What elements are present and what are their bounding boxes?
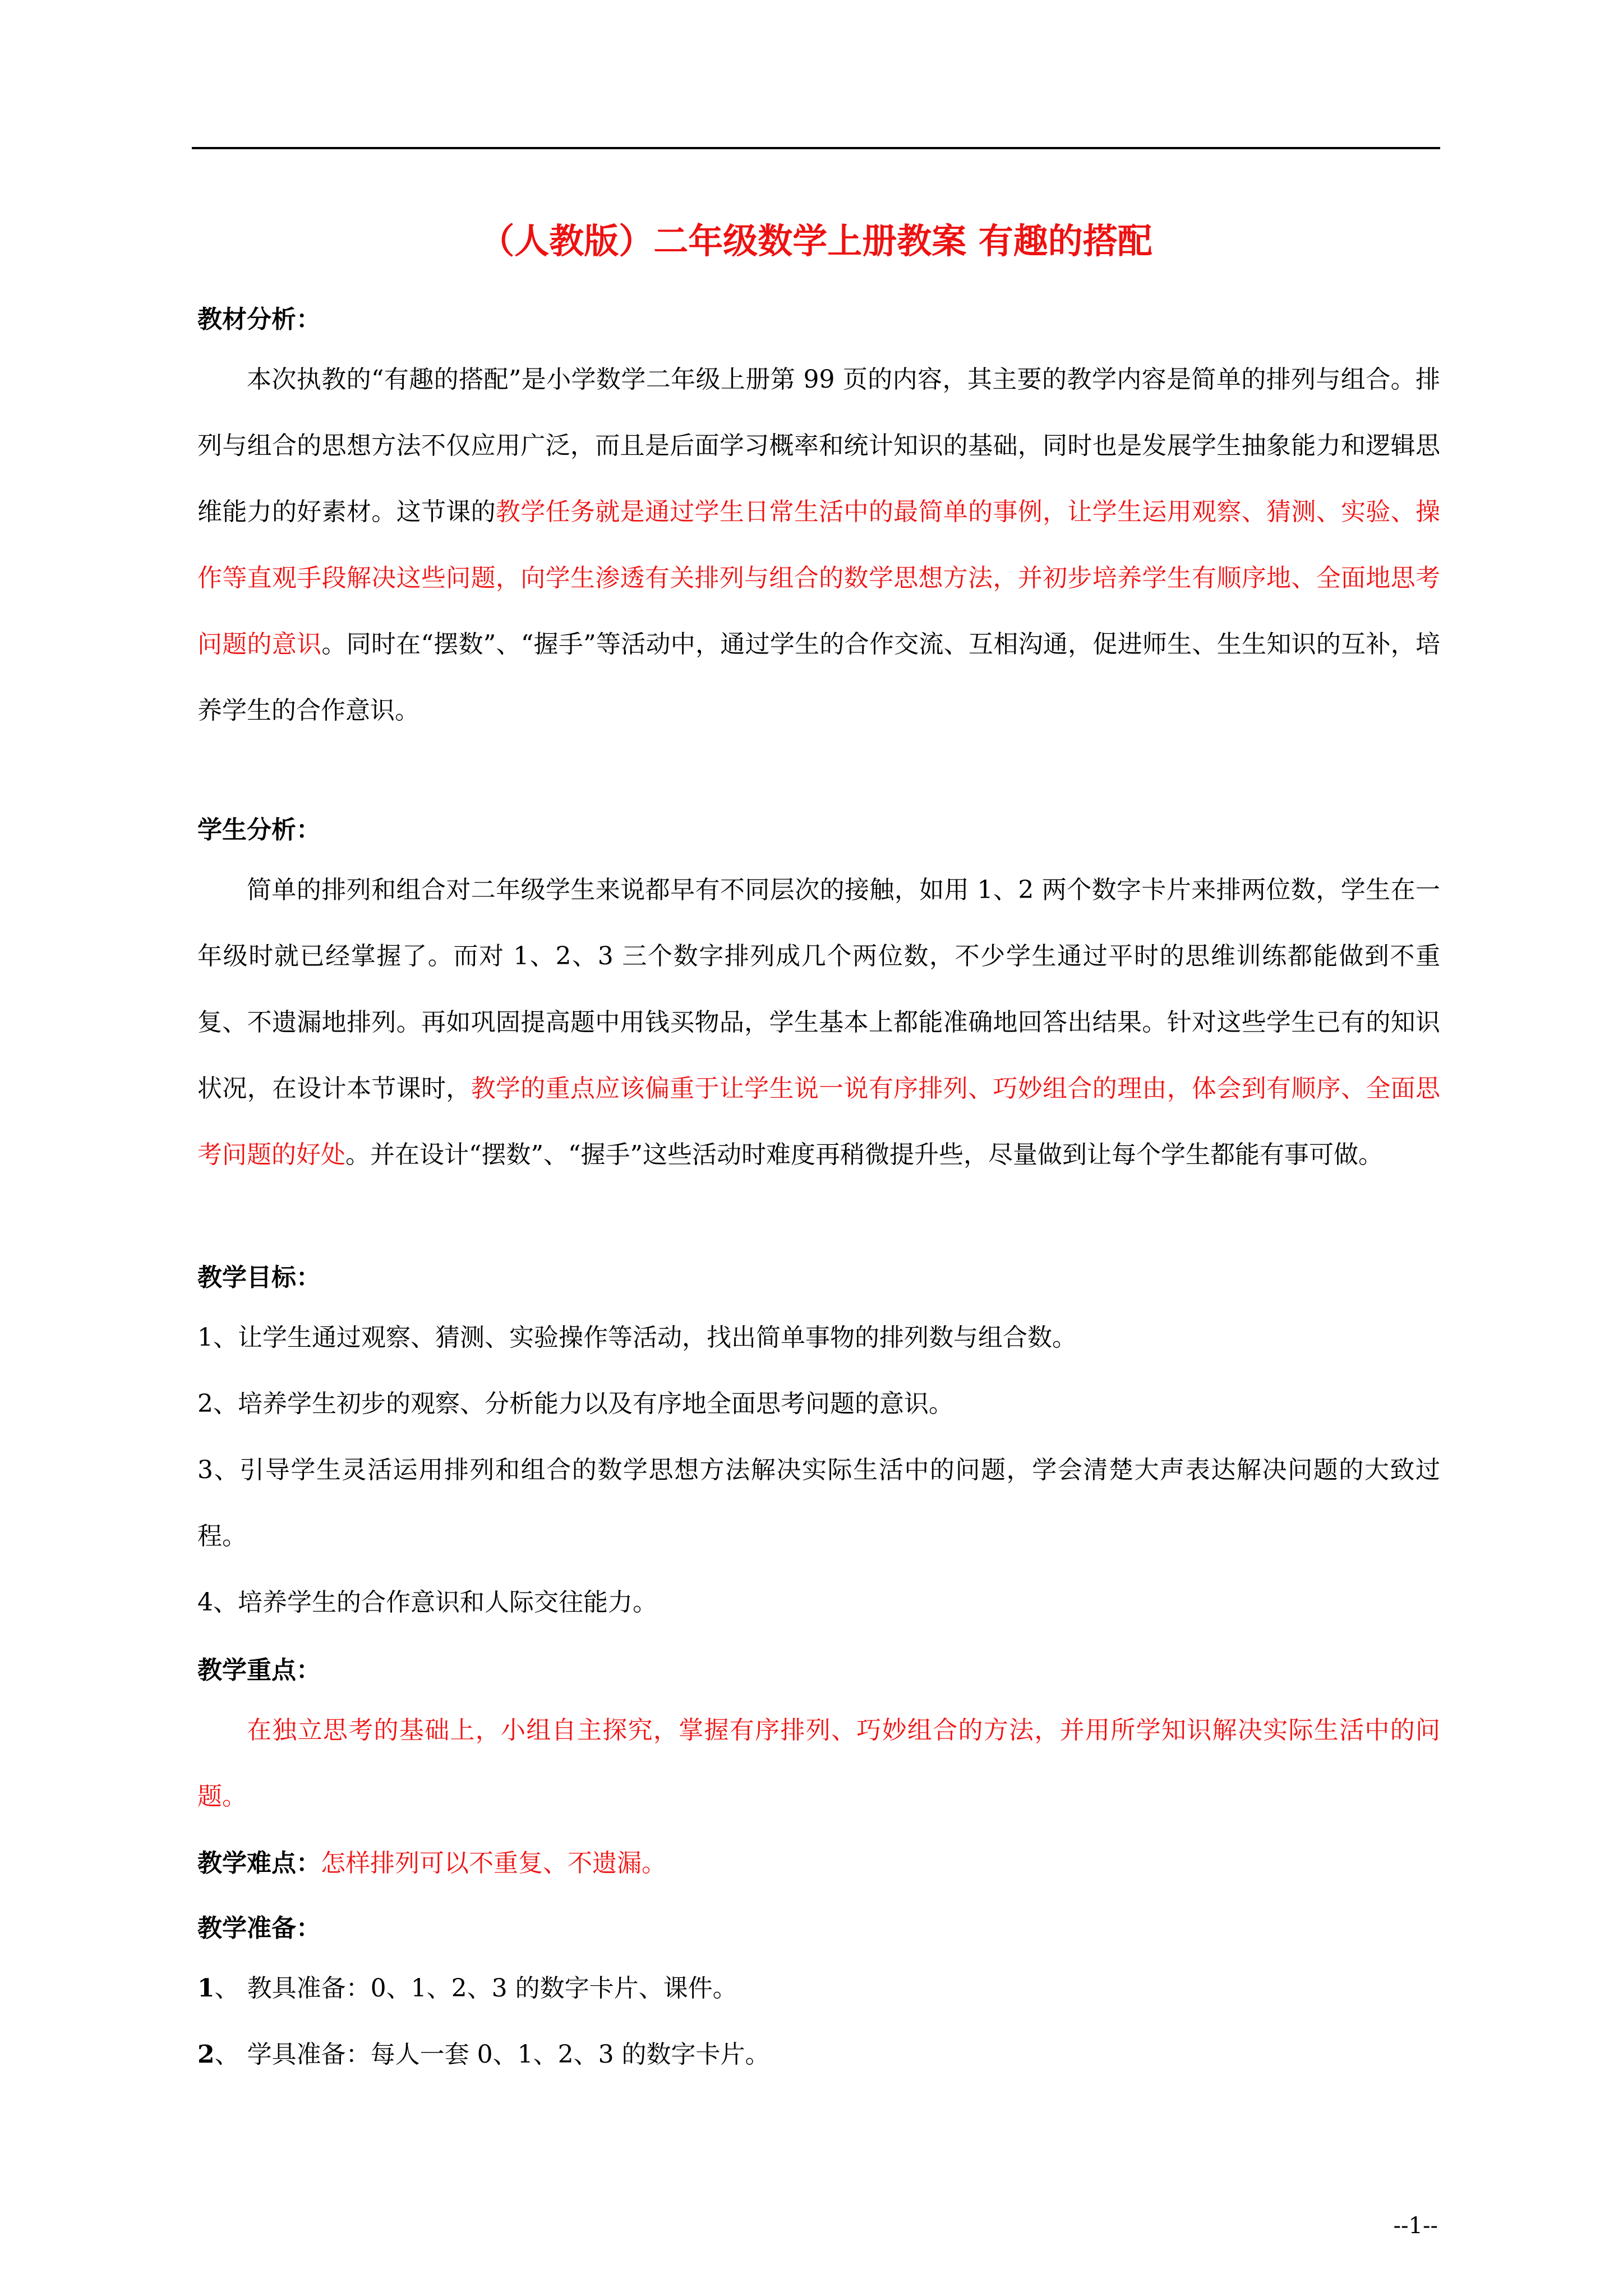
difficulty-line	[197, 1841, 1440, 1886]
section-heading-student-analysis: 学生分析：	[197, 816, 321, 844]
document-title: （人教版）二年级数学上册教案 有趣的搭配	[479, 220, 1152, 261]
paragraph-key-points: 在独立思考的基础上，小组自主探究，掌握有序排列、巧妙组合的方法，并用所学知识解决实际生活中的问题。	[197, 1716, 1440, 1811]
prep-item-text: 、 学具准备：每人一套 0、1、2、3 的数字卡片。	[214, 2040, 770, 2069]
highlighted-text: 教学的重点应该偏重于让学生说一说有序排列、巧妙组合的理由，体会到有顺序、全面思考问题的好处	[197, 1074, 1440, 1169]
section-heading-teaching-goals: 教学目标：	[197, 1263, 321, 1292]
paragraph-text: 本次执教的“有趣的搭配”是小学数学二年级上册第 99 页的内容，其主要的教学内容是简单的排列与组合。排列与组合的思想方法不仅应用广泛，而且是后面学习概率和统计知识的基础，同时也是发展学生抽象能力和逻辑思维能力的好素材。这节课的	[197, 365, 1440, 526]
goal-item-4: 4、培养学生的合作意识和人际交往能力。	[197, 1588, 657, 1617]
section-heading-material-analysis: 教材分析：	[197, 305, 321, 334]
paragraph-material-analysis	[197, 347, 1440, 744]
header-rule	[192, 147, 1440, 149]
paragraph-text: 。同时在“摆数”、“握手”等活动中，通过学生的合作交流、互相沟通，促进师生、生生知识的互补，培养学生的合作意识。	[197, 630, 1440, 725]
section-heading-key-points: 教学重点：	[197, 1656, 321, 1685]
goal-item-3: 3、引导学生灵活运用排列和组合的数学思想方法解决实际生活中的问题，学会清楚大声表达解决问题的大致过程。	[197, 1456, 1440, 1550]
prep-item-text: 、 教具准备：0、1、2、3 的数字卡片、课件。	[214, 1974, 737, 2003]
paragraph-text: 简单的排列和组合对二年级学生来说都早有不同层次的接触，如用 1、2 两个数字卡片来排两位数，学生在一年级时就已经掌握了。而对 1、2、3 三个数字排列成几个两位数，不少学生通过平时的思维训练都能做到不重复、不遗漏地排列。再如巩固提高题中用钱买物品，学生基本上都能准确地回答出结果。针对这些学生已有的知识状况，在设计本节课时，	[197, 876, 1440, 1103]
paragraph-text: 。并在设计“摆数”、“握手”这些活动时难度再稍微提升些，尽量做到让每个学生都能有事可做。	[345, 1140, 1383, 1169]
prep-item-1	[197, 1955, 1440, 2022]
section-heading-preparation: 教学准备：	[197, 1914, 321, 1943]
highlighted-text: 教学任务就是通过学生日常生活中的最简单的事例，让学生运用观察、猜测、实验、操作等直观手段解决这些问题，向学生渗透有关排列与组合的数学思想方法，并初步培养学生有顺序地、全面地思考问题的意识	[197, 498, 1441, 659]
prep-item-number: 2	[197, 2040, 215, 2069]
goal-item-2: 2、培养学生初步的观察、分析能力以及有序地全面思考问题的意识。	[197, 1389, 953, 1418]
difficulty-text: 怎样排列可以不重复、不遗漏。	[321, 1849, 666, 1878]
goal-item-1: 1、让学生通过观察、猜测、实验操作等活动，找出简单事物的排列数与组合数。	[197, 1323, 1077, 1352]
prep-item-number: 1	[197, 1974, 215, 2003]
paragraph-student-analysis	[197, 857, 1440, 1188]
page-number: --1--	[1393, 2213, 1438, 2239]
section-heading-difficulty: 教学难点：	[197, 1849, 321, 1878]
prep-item-2	[197, 2022, 1440, 2088]
